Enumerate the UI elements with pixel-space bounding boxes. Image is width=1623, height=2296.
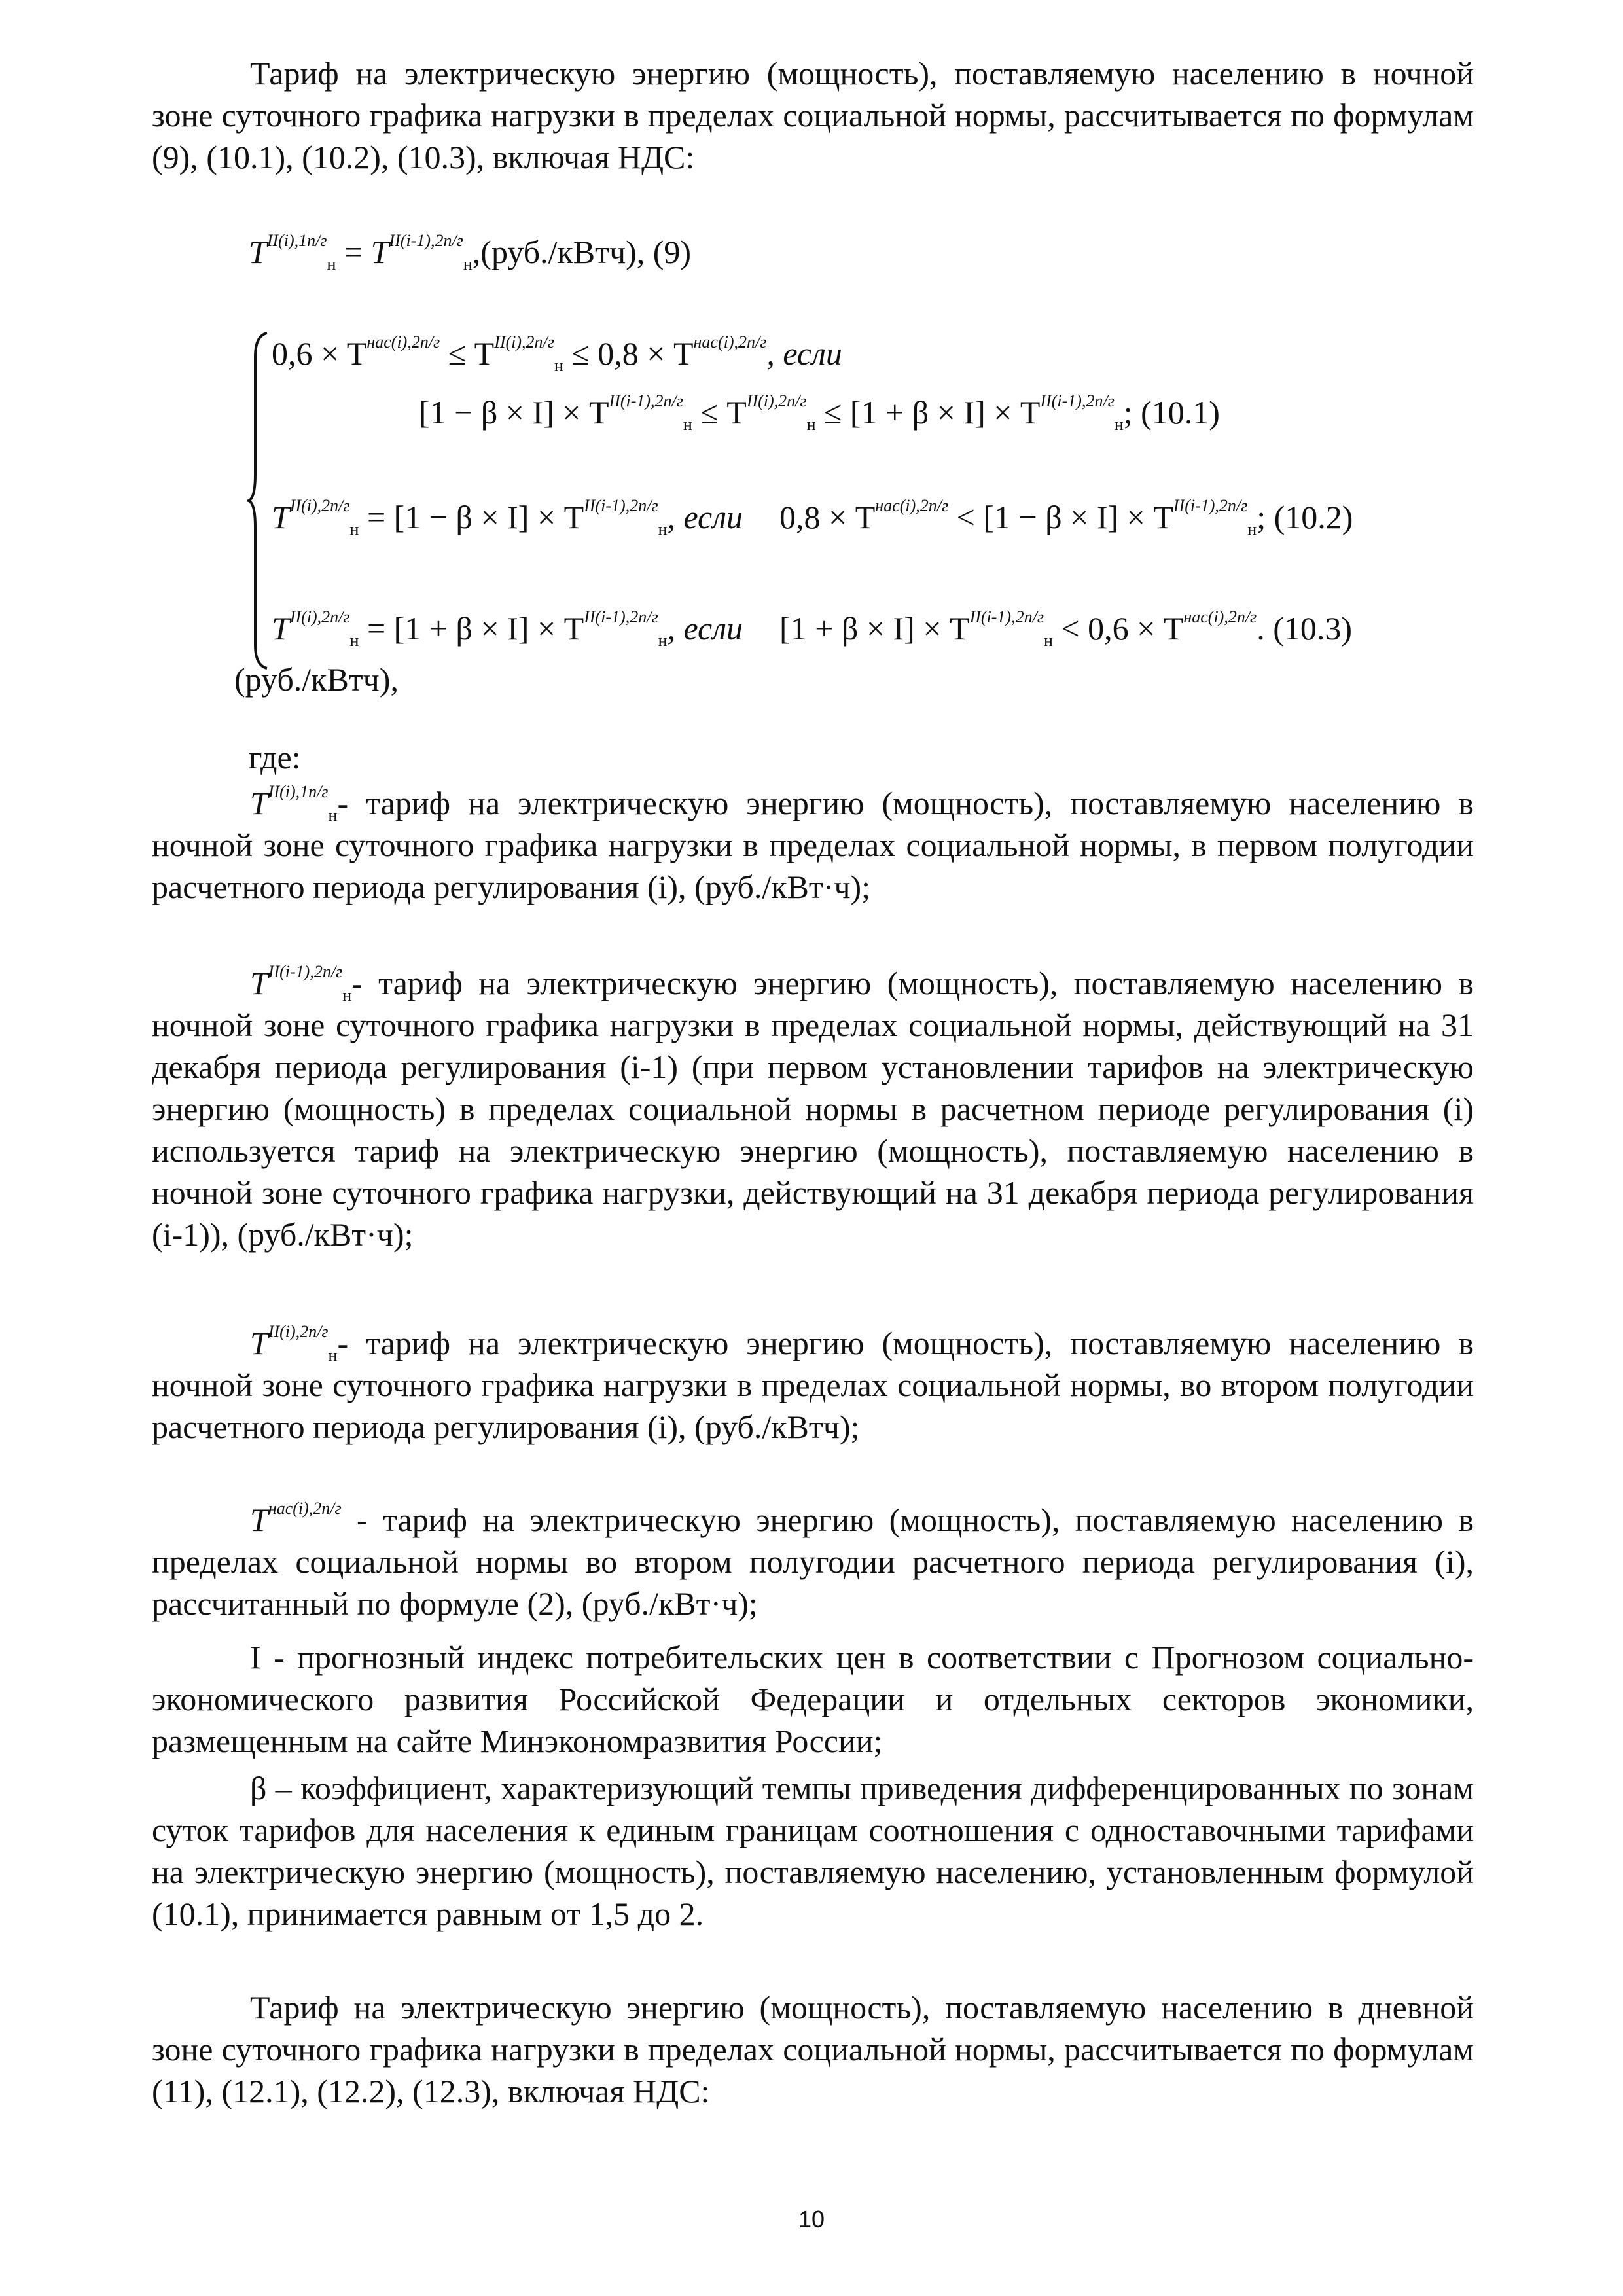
definition-3: $T^{II(i),2п/г}_н-$ тариф на электрическую энергию (мощность), поставляемую населению в ночной зоне суточного графика нагрузки в пределах социальной нормы, во втором полугодии расчетного периода регулирования (i), (руб./кВтч); (152, 1322, 1474, 1445)
definition-2: $T^{II(i-1),2п/г}_н-$ тариф на электрическую энергию (мощность), поставляемую населению в ночной зоне суточного графика нагрузки в пределах социальной нормы, действующий на 31 декабря периода регулирования (i-1) (при первом установлении тарифов на электрическую энергию (мощность) в пределах социальной нормы в расчетном периоде регулирования (i) используется тариф на электрическую энергию (мощность), поставляемую населению в ночной зоне суточного графика нагрузки, действующий на 31 декабря периода регулирования (i-1)), (руб./кВт·ч); (152, 962, 1474, 1253)
formula-10-1: $[1 - \beta \times I] \times T^{II(i-1),2п/г}_н \le T^{II(i),2п/г}_н \le [1 + \beta \times I] \times T^{II(i-1),2п/г}_н$; (10.1) (419, 391, 1220, 434)
definition-4: $T^{нас(i),2п/г}$ - тариф на электрическую энергию (мощность), поставляемую населению в пределах социальной нормы во втором полугодии расчетного периода регулирования (i), рассчитанный по формуле (2), (руб./кВт·ч); (152, 1499, 1474, 1622)
index-i-definition: I - прогнозный индекс потребительских цен в соответствии с Прогнозом социально-экономического развития Российской Федерации и отдельных секторов экономики, размещенным на сайте Минэкономразвития России; (152, 1639, 1474, 1759)
system-unit: (руб./кВтч), (234, 661, 399, 698)
definition-4-symbol: $T^{нас(i),2п/г}$ (250, 1499, 342, 1538)
formula-10-3: $T^{II(i),2п/г}_н = [1 + \beta \times I] \times T^{II(i-1),2п/г}_н$, если $[1 + \beta \times I] \times T^{II(i-1),2п/г}_н < 0,6 \times T^{нас(i),2п/г}$. (10.3) (272, 607, 1353, 650)
formula-9: $T^{II(i),1п/г}_н$ = $T^{II(i-1),2п/г}_н,(руб./кВтч)$, (9) (249, 231, 692, 274)
definition-1-symbol: $T^{II(i),1п/г}_н$ (250, 782, 338, 825)
beta-definition: β – коэффициент, характеризующий темпы приведения дифференцированных по зонам суток тарифов для населения к единым границам соотношения с одноставочными тарифами на электрическую энергию (мощность), поставляемую населению, установленным формулой (10.1), принимается равным от 1,5 до 2. (152, 1770, 1474, 1932)
formula-10-1-condition: $0,6 \times T^{нас(i),2п/г} \le T^{II(i),2п/г}_н \le 0,8 \times T^{нас(i),2п/г}$, если (272, 332, 842, 375)
system-brace (247, 331, 270, 671)
definition-1: $T^{II(i),1п/г}_н-$ тариф на электрическую энергию (мощность), поставляемую населению в ночной зоне суточного графика нагрузки в пределах социальной нормы, в первом полугодии расчетного периода регулирования (i), (руб./кВт·ч); (152, 782, 1474, 905)
formula-10-2: $T^{II(i),2п/г}_н = [1 - \beta \times I] \times T^{II(i-1),2п/г}_н$, если $0,8 \times T^{нас(i),2п/г} < [1 - \beta \times I] \times T^{II(i-1),2п/г}_н$; (10.2) (272, 496, 1353, 539)
page-number: 10 (798, 2206, 825, 2233)
outro-paragraph: Тариф на электрическую энергию (мощность), поставляемую населению в дневной зоне суточного графика нагрузки в пределах социальной нормы, рассчитывается по формулам (11), (12.1), (12.2), (12.3), включая НДС: (152, 1989, 1474, 2109)
definition-2-symbol: $T^{II(i-1),2п/г}_н$ (250, 962, 352, 1005)
intro-paragraph: Тариф на электрическую энергию (мощность), поставляемую населению в ночной зоне суточного графика нагрузки в пределах социальной нормы, рассчитывается по формулам (9), (10.1), (10.2), (10.3), включая НДС: (152, 55, 1474, 175)
where-label: где: (249, 739, 301, 776)
definition-3-symbol: $T^{II(i),2п/г}_н$ (250, 1322, 338, 1365)
